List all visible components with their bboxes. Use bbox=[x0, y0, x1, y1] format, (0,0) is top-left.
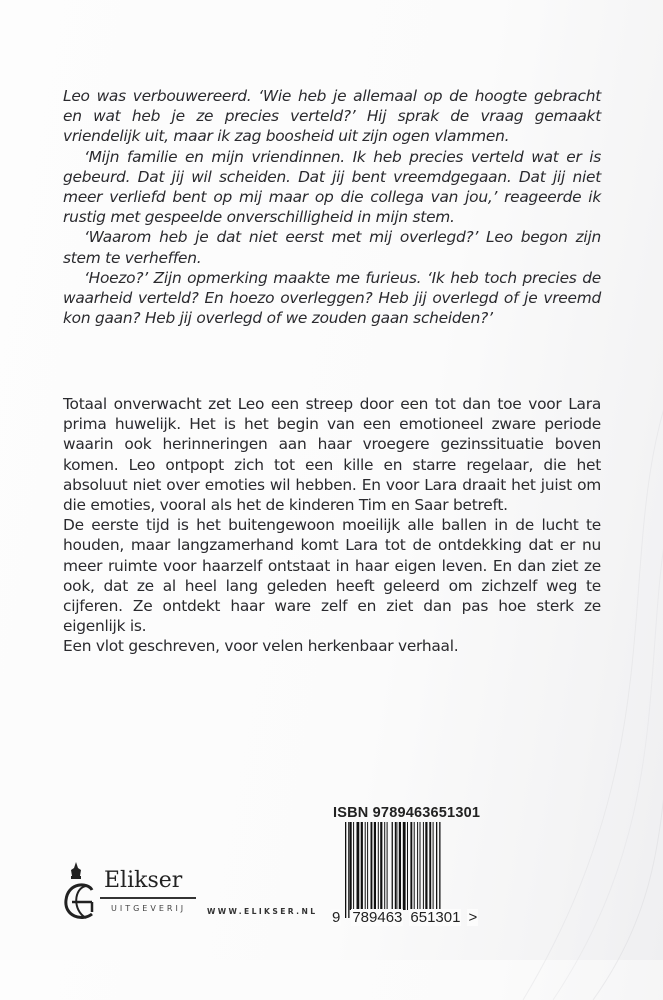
excerpt-paragraph: ‘Mijn familie en mijn vriendinnen. Ik heb precies verteld wat er is gebeurd. Dat jij wil scheiden. Dat jij bent vreemdgegaan. Dat jij niet meer verliefd bent op mij maar op die collega van jou,’ reageerde ik rustig met gespeelde onverschilligheid in mijn stem. bbox=[63, 147, 601, 227]
barcode-bar bbox=[345, 822, 346, 918]
publisher-name: Elikser bbox=[104, 868, 183, 893]
barcode-digit-group: > bbox=[468, 909, 478, 926]
barcode-bar bbox=[353, 822, 354, 910]
barcode-digit-group: 651301 bbox=[410, 909, 461, 926]
book-excerpt bbox=[63, 86, 601, 328]
barcode-digit-group: 789463 bbox=[352, 909, 403, 926]
barcode-bar bbox=[399, 822, 401, 910]
blurb-paragraph: De eerste tijd is het buitengewoon moeilijk alle ballen in de lucht te houden, maar langzamerhand komt Lara tot de ontdekking dat er nu meer ruimte voor haarzelf ontstaat in haar eigen leven. En dan ziet ze ook, dat ze al heel lang geleden heeft geleerd om zichzelf weg te cijferen. Ze ontdekt haar ware zelf en ziet dan pas hoe sterk ze eigenlijk is. bbox=[63, 516, 601, 636]
barcode-bar bbox=[361, 822, 363, 910]
barcode-bar bbox=[350, 822, 352, 910]
book-blurb bbox=[63, 394, 601, 657]
barcode-bar bbox=[384, 822, 385, 910]
barcode-bar bbox=[371, 822, 373, 910]
barcode-bar bbox=[423, 822, 424, 910]
barcode-bar bbox=[367, 822, 368, 910]
barcode-bar bbox=[378, 822, 379, 910]
blurb-paragraph: Totaal onverwacht zet Leo een streep door een tot dan toe voor Lara prima huwelijk. Het is het begin van een emotioneel zware periode waarin ook herinneringen aan haar vroegere gezinssituatie boven komen. Leo ontpopt zich tot een kille en starre regelaar, die het absoluut niet over emoties wil hebben. En voor Lara draait het juist om die emoties, vooral als het de kinderen Tim en Saar betreft. bbox=[63, 395, 601, 515]
excerpt-paragraph: Leo was verbouwereerd. ‘Wie heb je allemaal op de hoogte gebracht en wat heb je ze precies verteld?’ Hij sprak de vraag gemaakt vriendelijk uit, maar ik zag boosheid uit zijn ogen vlammen. bbox=[63, 87, 601, 146]
barcode-bar bbox=[396, 822, 397, 910]
barcode-bar bbox=[374, 822, 376, 910]
barcode-bar bbox=[348, 822, 349, 918]
publisher-subtitle: UITGEVERIJ bbox=[111, 904, 187, 913]
isbn-label: ISBN 9789463651301 bbox=[333, 805, 481, 821]
barcode-bar bbox=[395, 822, 396, 918]
barcode-digits bbox=[331, 909, 478, 926]
barcode-bar bbox=[417, 822, 418, 910]
barcode-bar bbox=[365, 822, 366, 910]
publisher-website[interactable]: WWW.ELIKSER.NL bbox=[207, 907, 318, 916]
publisher-logo bbox=[62, 860, 202, 924]
barcode-bar bbox=[439, 822, 440, 918]
barcode-bar bbox=[410, 822, 412, 910]
barcode-bar bbox=[387, 822, 388, 910]
excerpt-paragraph: ‘Waarom heb je dat niet eerst met mij overlegd?’ Leo begon zijn stem te verheffen. bbox=[63, 228, 601, 267]
logo-underline bbox=[100, 897, 196, 899]
barcode-bar bbox=[407, 822, 408, 910]
barcode-bar bbox=[425, 822, 427, 910]
barcode-bar bbox=[429, 822, 431, 910]
blurb-paragraph: Een vlot geschreven, voor velen herkenbaar verhaal. bbox=[63, 637, 459, 656]
barcode-digit-group: 9 bbox=[332, 909, 341, 926]
barcode-bar bbox=[436, 822, 437, 918]
barcode-bar bbox=[392, 822, 393, 918]
barcode-bar bbox=[403, 822, 406, 910]
barcode-bar bbox=[420, 822, 421, 910]
barcode-bar bbox=[414, 822, 415, 910]
excerpt-paragraph: ‘Hoezo?’ Zijn opmerking maakte me furieus. ‘Ik heb toch precies de waarheid verteld? En hoezo overleggen? Heb jij overlegd of je vreemd kon gaan? Heb jij overlegd of we zouden gaan scheiden?’ bbox=[63, 268, 601, 328]
barcode-bar bbox=[433, 822, 434, 910]
barcode-bar bbox=[357, 822, 360, 910]
crowned-e-monogram-icon bbox=[62, 860, 102, 924]
barcode-bar bbox=[380, 822, 382, 910]
isbn-barcode bbox=[345, 822, 475, 918]
